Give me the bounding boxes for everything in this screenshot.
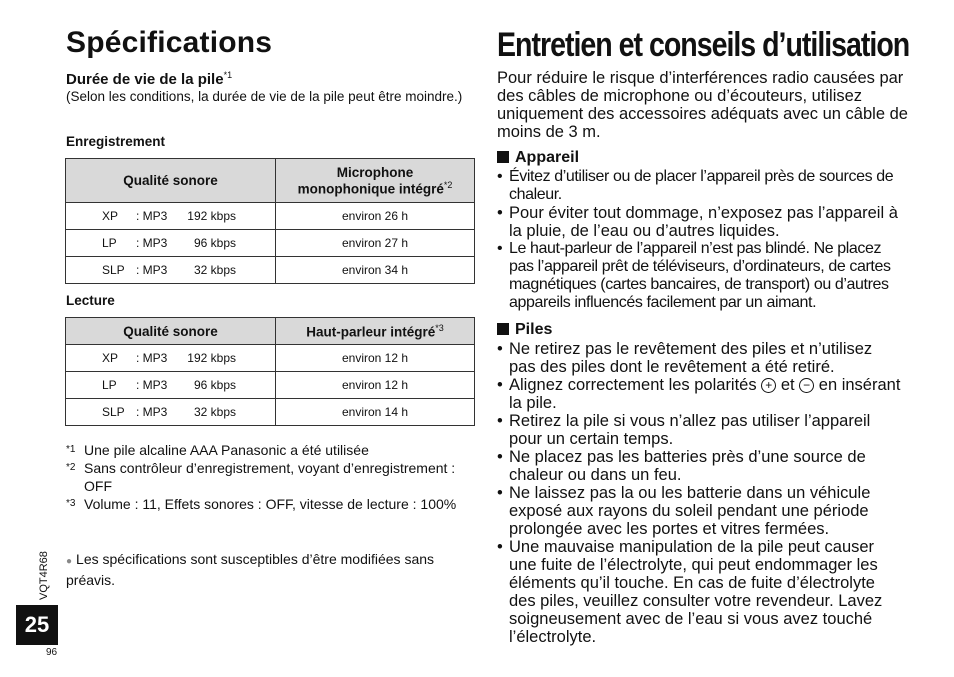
recording-col-quality: Qualité sonore	[66, 159, 276, 203]
footnote-text: Volume : 11, Effets sonores : OFF, vitesse de lecture : 100%	[84, 496, 457, 512]
quality-cell: SLP : MP3 32 kbps	[66, 399, 276, 426]
list-item: • Ne placez pas les batteries près d’une source de chaleur ou dans un feu.	[497, 448, 902, 484]
battery-life-heading	[66, 70, 232, 88]
list-item: • Pour éviter tout dommage, n’exposez pas l’appareil à la pluie, de l’eau ou d’autres liquides.	[497, 204, 902, 240]
playback-label: Lecture	[66, 293, 115, 308]
duration-cell: environ 12 h	[276, 345, 475, 372]
recording-table-header	[66, 159, 475, 203]
footnote-text: Une pile alcaline AAA Panasonic a été utilisée	[84, 442, 369, 458]
battery-life-note: (Selon les conditions, la durée de vie de la pile peut être moindre.)	[66, 89, 463, 104]
table-row	[66, 230, 475, 257]
table-row	[66, 399, 475, 426]
list-item: • Ne retirez pas le revêtement des piles et n’utilisez pas des piles dont le revêtement a été retiré.	[497, 340, 902, 376]
specs-change-notice	[66, 550, 466, 589]
recording-col-microphone-line1: Microphone	[336, 164, 414, 180]
table-row	[66, 257, 475, 284]
duration-cell: environ 14 h	[276, 399, 475, 426]
maintenance-title: Entretien et conseils d’utilisation	[497, 26, 910, 64]
piles-list	[497, 340, 902, 646]
recording-label: Enregistrement	[66, 134, 166, 149]
list-item: • Évitez d’utiliser ou de placer l’appareil près de sources de chaleur.	[497, 168, 902, 204]
playback-col-quality: Qualité sonore	[66, 318, 276, 345]
table-row	[66, 203, 475, 230]
quality-cell: LP : MP3 96 kbps	[66, 372, 276, 399]
appareil-list	[497, 168, 902, 312]
recording-col-microphone	[276, 159, 475, 203]
piles-heading-text: Piles	[515, 321, 553, 338]
footnote-mark: *1	[66, 444, 76, 455]
minus-polarity-icon: −	[799, 378, 814, 393]
footnote-mark: *2	[66, 462, 76, 473]
bullet-dot-icon: ●	[66, 556, 73, 567]
playback-col-speaker-label: Haut-parleur intégré	[306, 324, 436, 340]
quality-cell: XP : MP3 192 kbps	[66, 345, 276, 372]
plus-polarity-icon: +	[761, 378, 776, 393]
footnote-3	[66, 495, 466, 513]
appareil-heading-text: Appareil	[515, 149, 580, 166]
playback-table	[65, 317, 475, 426]
duration-cell: environ 12 h	[276, 372, 475, 399]
playback-col-footnote-ref: *3	[435, 322, 444, 333]
table-row	[66, 345, 475, 372]
list-item: • Le haut-parleur de l’appareil n’est pas blindé. Ne placez pas l’appareil prêt de téléviseurs, d’ordinateurs, de cartes magnétiques (cartes bancaires, de transport) ou d’autres appareils influencés facilement par un aimant.	[497, 240, 902, 312]
duration-cell: environ 34 h	[276, 257, 475, 284]
page-small-number: 96	[46, 647, 58, 658]
list-item: • Retirez la pile si vous n’allez pas utiliser l’appareil pour un certain temps.	[497, 412, 902, 448]
notice-text: Les spécifications sont susceptibles d’être modifiées sans préavis.	[66, 551, 435, 588]
quality-cell: XP : MP3 192 kbps	[66, 203, 276, 230]
specifications-title: Spécifications	[66, 26, 273, 59]
duration-cell: environ 27 h	[276, 230, 475, 257]
page-number: 25	[16, 605, 58, 645]
piles-heading	[497, 321, 552, 339]
recording-table	[65, 158, 475, 284]
footnote-1	[66, 441, 466, 459]
recording-col-microphone-line2: monophonique intégré	[297, 181, 444, 197]
footnote-text: Sans contrôleur d’enregistrement, voyant d’enregistrement : OFF	[84, 460, 456, 494]
recording-col-footnote-ref: *2	[443, 179, 453, 190]
table-row	[66, 372, 475, 399]
square-bullet-icon	[497, 151, 509, 163]
quality-cell: LP : MP3 96 kbps	[66, 230, 276, 257]
list-item: • Alignez correctement les polarités + et − en insérant la pile.	[497, 376, 902, 412]
quality-cell: SLP : MP3 32 kbps	[66, 257, 276, 284]
battery-life-footnote-ref: *1	[223, 70, 233, 80]
list-item: • Ne laissez pas la ou les batterie dans un véhicule exposé aux rayons du soleil pendant une période prolongée avec les portes et vitres fermées.	[497, 484, 902, 538]
square-bullet-icon	[497, 323, 509, 335]
document-code: VQT4R68	[38, 551, 50, 600]
playback-table-header	[66, 318, 475, 345]
list-item: • Une mauvaise manipulation de la pile peut causer une fuite de l’électrolyte, qui peut endommager les éléments qu’il touche. En cas de fuite d’électrolyte des piles, veuillez consulter votre revendeur. Lavez soigneusement avec de l’eau si vous avez touché l’électrolyte.	[497, 538, 902, 646]
battery-life-title: Durée de vie de la pile	[66, 71, 224, 88]
footnote-mark: *3	[66, 498, 76, 509]
duration-cell: environ 26 h	[276, 203, 475, 230]
interference-intro: Pour réduire le risque d’interférences radio causées par des câbles de microphone ou d’écouteurs, utilisez uniquement des accessoires adéquats avec un câble de moins de 3 m.	[497, 69, 908, 141]
appareil-heading	[497, 149, 579, 167]
footnote-2	[66, 459, 466, 495]
playback-col-speaker	[276, 318, 475, 345]
